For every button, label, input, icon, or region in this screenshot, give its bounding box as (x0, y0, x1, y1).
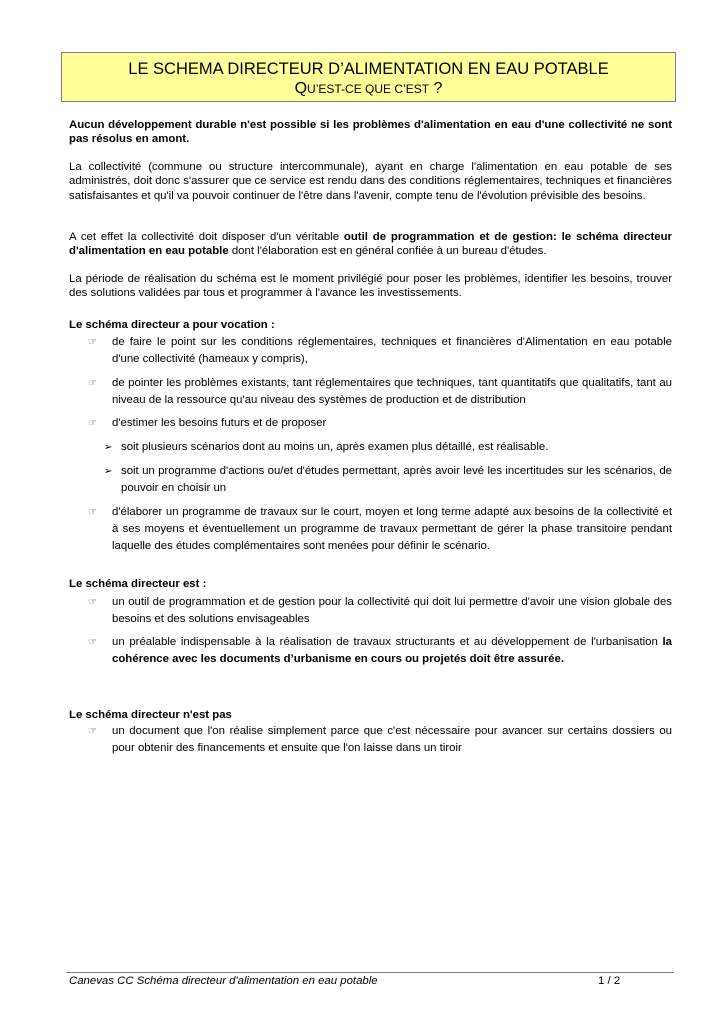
pointing-hand-icon: ☞ (88, 637, 97, 648)
arrowhead-icon: ➢ (104, 442, 113, 453)
pointing-hand-icon: ☞ (88, 726, 97, 737)
document-page: LE SCHEMA DIRECTEUR D’ALIMENTATION EN EAU POTABLE QU’EST-CE QUE C’EST ? Aucun développement durable n'est possible si les problèmes d'alimentation en eau d'une collectivité ne sont pas résolus en amont. La collectivité (commune ou structure intercommunale), ayant en charge l'alimentation en eau potable de ses administrés, doit donc s'assurer que ce service est rendu dans des conditions réglementaires, techniques et financières satisfaisantes et qu'il va pouvoir continuer de l'être dans l'avenir, compte tenu de l'évolution prévisible des besoins. A cet effet la collectivité doit disposer d'un véritable outil de programmation et de gestion: le schéma directeur d'alimentation en eau potable dont l'élaboration est en général confiée à un bureau d'études. La période de réalisation du schéma est le moment privilégié pour poser les problèmes, identifier les besoins, trouver des solutions validées par tous et programmer à l'avance les investissements. Le schéma directeur a pour vocation : ☞ de faire le point sur les conditions réglementaires, techniques et financières d'Alimentation en eau potable d'une collectivité (hameaux y compris), ☞ de pointer les problèmes existants, tant réglementaires que techniques, tant quantitatifs que qualitatifs, tant au niveau de la ressource qu'au niveau des systèmes de production et de distribution ☞ d'estimer les besoins futurs et de proposer ➢ soit plusieurs scénarios dont au moins un, après examen plus détaillé, est réalisable. ➢ soit un programme d'actions ou/et d'études permettant, après avoir levé les incertitudes sur les scénarios, de pouvoir en choisir un ☞ d'élaborer un programme de travaux sur le court, moyen et long terme adapté aux besoins de la collectivité et à ses moyens et éventuellement un programme de travaux permettant de gérer la phase transitoire pendant laquelle des études complémentaires sont menées pour définir le scénario. Le schéma directeur est : ☞ un outil de programmation et de gestion pour la collectivité qui doit lui permettre d'avoir une vision globale des besoins et des solutions envisageables ☞ un préalable indispensable à la réalisation de travaux structurants et au développement de l'urbanisation la cohérence avec les documents d’urbanisme en cours ou projetés doit être assurée. Le schéma directeur n'est pas ☞ un document que l'on réalise simplement parce que c'est nécessaire pour avancer sur certains dossiers ou pour obtenir des financements et ensuite que l'on laisse dans un tiroir Canevas CC Schéma directeur d'alimentation en eau potable 1 / 2 (0, 0, 724, 1024)
paragraph-periode: La période de réalisation du schéma est le moment privilégié pour poser les problèmes, identifier les besoins, trouver des solutions validées par tous et programmer à l'avance les investissements. (69, 273, 672, 300)
paragraph-outil: A cet effet la collectivité doit disposer d'un véritable outil de programmation et de gestion: le schéma directeur d'alimentation en eau potable dont l'élaboration est en général confiée à un bureau d'études. (69, 231, 672, 258)
section-heading-est: Le schéma directeur est : (69, 578, 207, 590)
section-heading-vocation: Le schéma directeur a pour vocation : (69, 319, 275, 331)
pointing-hand-icon: ☞ (88, 378, 97, 389)
document-title: LE SCHEMA DIRECTEUR D’ALIMENTATION EN EAU POTABLE (128, 60, 609, 78)
footer-divider (66, 972, 674, 973)
pointing-hand-icon: ☞ (88, 507, 97, 518)
footer-title: Canevas CC Schéma directeur d'alimentation en eau potable (69, 975, 378, 987)
section-heading-nest-pas: Le schéma directeur n'est pas (69, 709, 232, 721)
pointing-hand-icon: ☞ (88, 337, 97, 348)
document-subtitle: QU’EST-CE QUE C’EST ? (294, 80, 443, 97)
pointing-hand-icon: ☞ (88, 418, 97, 429)
pointing-hand-icon: ☞ (88, 597, 97, 608)
intro-paragraph: Aucun développement durable n'est possible si les problèmes d'alimentation en eau d'une collectivité ne sont pas résolus en amont. (69, 119, 672, 146)
paragraph-collectivite: La collectivité (commune ou structure intercommunale), ayant en charge l'alimentation en eau potable de ses administrés, doit donc s'assurer que ce service est rendu dans des conditions réglementaires, techniques et financières satisfaisantes et qu'il va pouvoir continuer de l'être dans l'avenir, compte tenu de l'évolution prévisible des besoins. (69, 161, 672, 202)
title-box (61, 52, 676, 102)
page-number: 1 / 2 (598, 975, 621, 987)
arrowhead-icon: ➢ (104, 466, 113, 477)
